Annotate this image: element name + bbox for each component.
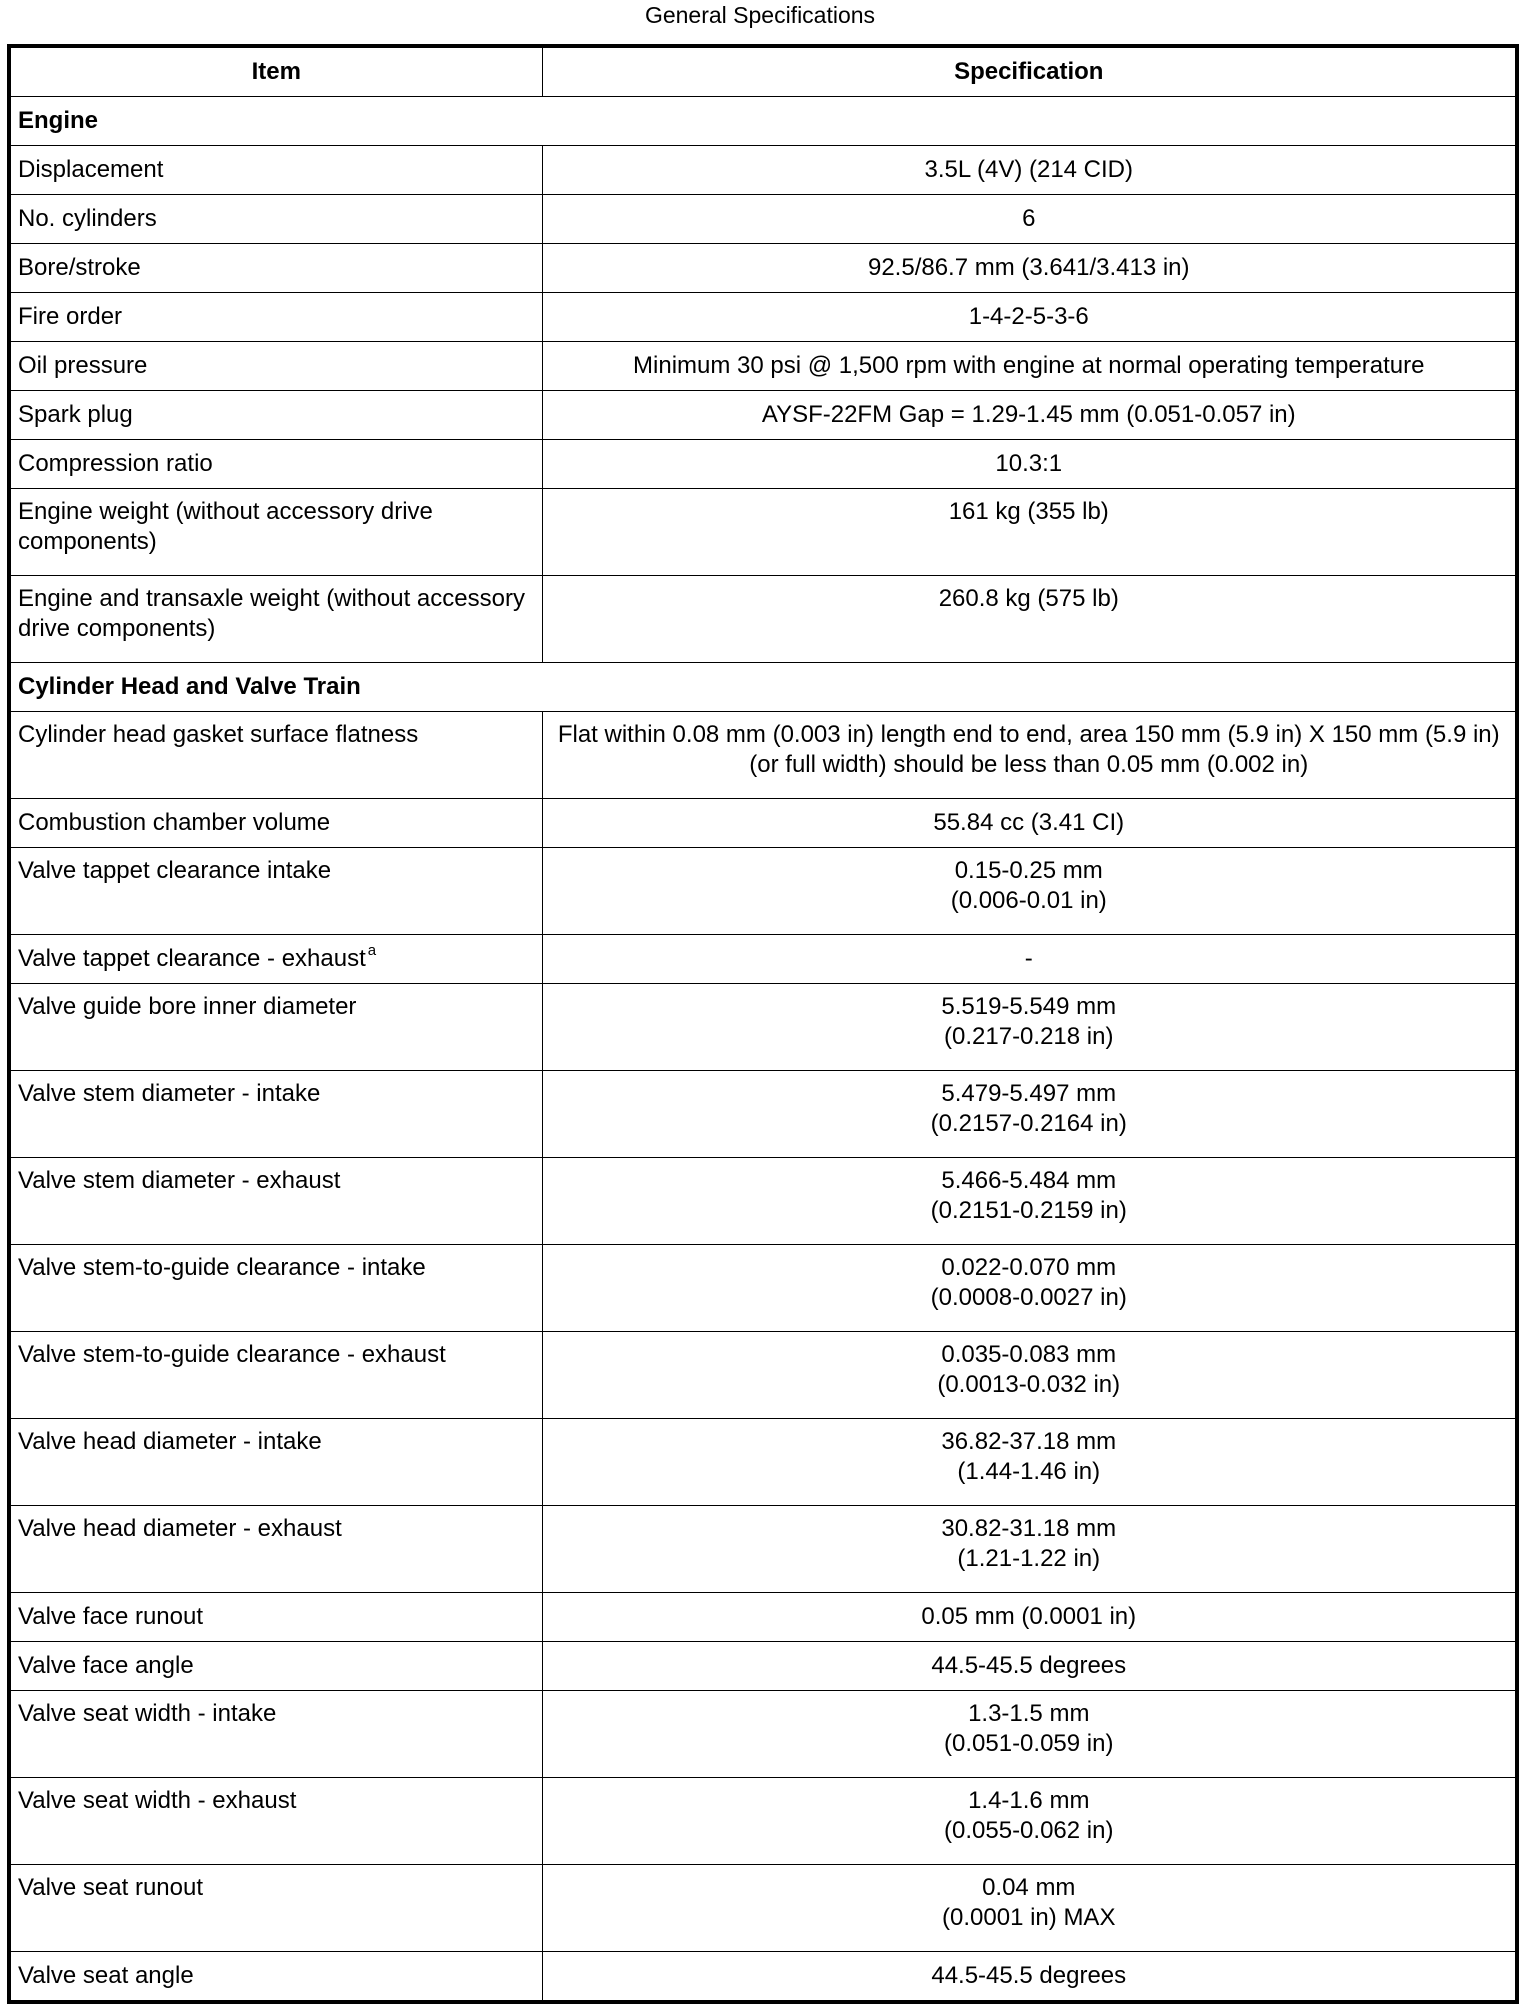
item-label: Valve tappet clearance - exhaust	[18, 945, 366, 972]
item-label: Engine and transaxle weight (without accessory drive components)	[18, 585, 525, 642]
item-label: Valve head diameter - exhaust	[18, 1515, 342, 1542]
table-row	[9, 1419, 1517, 1506]
specification-cell: 3.5L (4V) (214 CID)	[542, 146, 1517, 195]
item-cell	[9, 1593, 542, 1642]
specification-cell: 30.82-31.18 mm (1.21-1.22 in)	[542, 1506, 1517, 1593]
item-cell	[9, 1642, 542, 1691]
item-label: Valve stem-to-guide clearance - exhaust	[18, 1341, 446, 1368]
table-row	[9, 1158, 1517, 1245]
table-row	[9, 1332, 1517, 1419]
item-cell	[9, 391, 542, 440]
table-row	[9, 1691, 1517, 1778]
item-label: Valve stem-to-guide clearance - intake	[18, 1254, 426, 1281]
item-cell	[9, 489, 542, 576]
item-cell	[9, 244, 542, 293]
footnote-marker: a	[367, 942, 377, 959]
item-label: Valve seat width - exhaust	[18, 1787, 297, 1814]
item-label: No. cylinders	[18, 205, 157, 232]
specification-cell: 0.035-0.083 mm (0.0013-0.032 in)	[542, 1332, 1517, 1419]
specification-cell: 0.15-0.25 mm (0.006-0.01 in)	[542, 848, 1517, 935]
specification-cell: 44.5-45.5 degrees	[542, 1952, 1517, 2003]
table-row	[9, 1642, 1517, 1691]
item-cell	[9, 195, 542, 244]
item-label: Valve tappet clearance intake	[18, 857, 332, 884]
item-cell	[9, 799, 542, 848]
table-row	[9, 440, 1517, 489]
table-row	[9, 1245, 1517, 1332]
item-cell	[9, 848, 542, 935]
item-cell	[9, 1865, 542, 1952]
item-label: Valve face runout	[18, 1603, 204, 1630]
item-cell	[9, 1419, 542, 1506]
item-label: Valve face angle	[18, 1652, 194, 1679]
specification-cell: 0.04 mm (0.0001 in) MAX	[542, 1865, 1517, 1952]
table-row	[9, 848, 1517, 935]
table-header-row	[9, 46, 1517, 97]
table-row	[9, 984, 1517, 1071]
page-title: General Specifications	[644, 2, 876, 28]
table-row	[9, 1071, 1517, 1158]
table-row	[9, 342, 1517, 391]
item-label: Valve seat width - intake	[18, 1700, 277, 1727]
specification-cell: 6	[542, 195, 1517, 244]
item-cell	[9, 984, 542, 1071]
specification-cell: 1.3-1.5 mm (0.051-0.059 in)	[542, 1691, 1517, 1778]
specification-cell: 55.84 cc (3.41 CI)	[542, 799, 1517, 848]
specification-cell: 44.5-45.5 degrees	[542, 1642, 1517, 1691]
item-cell	[9, 1691, 542, 1778]
section-heading: Cylinder Head and Valve Train	[9, 663, 1517, 712]
table-row	[9, 195, 1517, 244]
specification-cell: 36.82-37.18 mm (1.44-1.46 in)	[542, 1419, 1517, 1506]
item-label: Oil pressure	[18, 352, 148, 379]
table-row	[9, 935, 1517, 984]
specification-cell: 1.4-1.6 mm (0.055-0.062 in)	[542, 1778, 1517, 1865]
specification-cell: -	[542, 935, 1517, 984]
item-label: Combustion chamber volume	[18, 809, 331, 836]
item-label: Cylinder head gasket surface flatness	[18, 721, 419, 748]
item-cell	[9, 935, 542, 984]
specification-cell: Flat within 0.08 mm (0.003 in) length end to end, area 150 mm (5.9 in) X 150 mm (5.9 in) (or full width) should be less than 0.05 mm (0.002 in)	[542, 712, 1517, 799]
specification-cell: 0.05 mm (0.0001 in)	[542, 1593, 1517, 1642]
table-row	[9, 1865, 1517, 1952]
table-body	[9, 97, 1517, 2003]
specification-cell: 0.022-0.070 mm (0.0008-0.0027 in)	[542, 1245, 1517, 1332]
item-cell	[9, 1071, 542, 1158]
table-row	[9, 1593, 1517, 1642]
table-row	[9, 489, 1517, 576]
item-cell	[9, 1506, 542, 1593]
table-row	[9, 391, 1517, 440]
column-header-specification: Specification	[542, 46, 1517, 97]
table-row	[9, 712, 1517, 799]
specification-cell: 5.519-5.549 mm (0.217-0.218 in)	[542, 984, 1517, 1071]
item-label: Bore/stroke	[18, 254, 141, 281]
table-row	[9, 293, 1517, 342]
item-label: Valve seat angle	[18, 1962, 194, 1989]
item-label: Valve head diameter - intake	[18, 1428, 322, 1455]
item-label: Valve guide bore inner diameter	[18, 993, 357, 1020]
item-cell	[9, 576, 542, 663]
item-label: Compression ratio	[18, 450, 213, 477]
specification-cell: 161 kg (355 lb)	[542, 489, 1517, 576]
specification-cell: 10.3:1	[542, 440, 1517, 489]
specification-cell: 92.5/86.7 mm (3.641/3.413 in)	[542, 244, 1517, 293]
item-label: Valve stem diameter - intake	[18, 1080, 321, 1107]
item-label: Displacement	[18, 156, 164, 183]
section-heading: Engine	[9, 97, 1517, 146]
specification-cell: AYSF-22FM Gap = 1.29-1.45 mm (0.051-0.057 in)	[542, 391, 1517, 440]
item-cell	[9, 712, 542, 799]
item-cell	[9, 1245, 542, 1332]
item-label: Fire order	[18, 303, 123, 330]
item-cell	[9, 440, 542, 489]
specification-cell: 260.8 kg (575 lb)	[542, 576, 1517, 663]
table-row	[9, 1778, 1517, 1865]
item-cell	[9, 1778, 542, 1865]
table-row	[9, 244, 1517, 293]
item-cell	[9, 146, 542, 195]
specification-cell: 5.479-5.497 mm (0.2157-0.2164 in)	[542, 1071, 1517, 1158]
item-label: Valve seat runout	[18, 1874, 204, 1901]
table-row	[9, 799, 1517, 848]
item-label: Spark plug	[18, 401, 133, 428]
section-row	[9, 97, 1517, 146]
specifications-table	[7, 44, 1519, 2004]
item-cell	[9, 1332, 542, 1419]
item-cell	[9, 293, 542, 342]
item-cell	[9, 1952, 542, 2003]
item-label: Valve stem diameter - exhaust	[18, 1167, 341, 1194]
item-label: Engine weight (without accessory drive components)	[18, 498, 433, 555]
specification-cell: Minimum 30 psi @ 1,500 rpm with engine at normal operating temperature	[542, 342, 1517, 391]
item-cell	[9, 342, 542, 391]
table-row	[9, 576, 1517, 663]
column-header-item: Item	[9, 46, 542, 97]
section-row	[9, 663, 1517, 712]
specification-cell: 5.466-5.484 mm (0.2151-0.2159 in)	[542, 1158, 1517, 1245]
table-row	[9, 1952, 1517, 2003]
specification-cell: 1-4-2-5-3-6	[542, 293, 1517, 342]
item-cell	[9, 1158, 542, 1245]
table-row	[9, 146, 1517, 195]
table-row	[9, 1506, 1517, 1593]
